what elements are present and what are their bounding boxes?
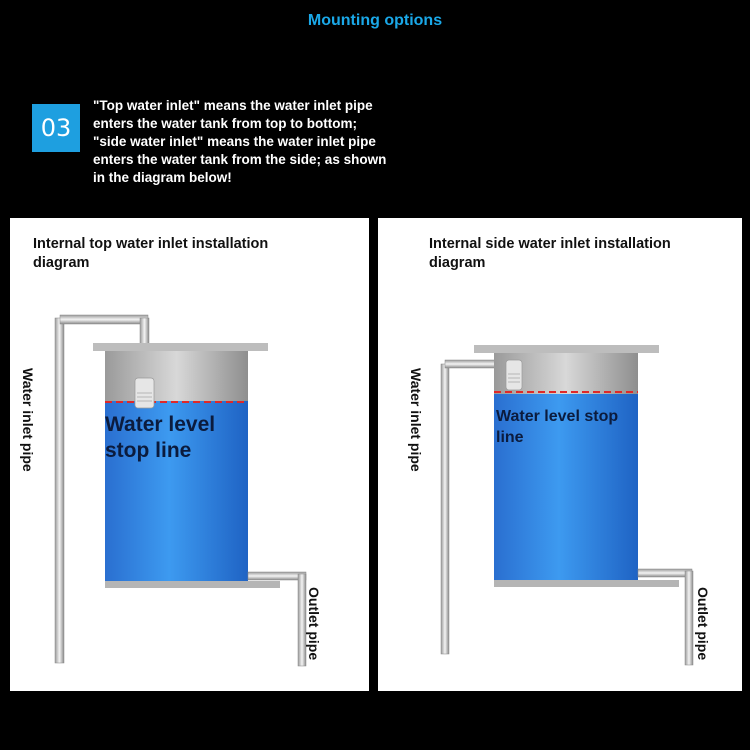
inlet-pipe-horizontal (60, 315, 148, 324)
diagram-title-line: diagram (33, 255, 90, 271)
outlet-pipe-vertical (685, 571, 693, 665)
water-level-stop-label: Water level stop line (496, 408, 619, 446)
water-level-stop-label: Water level stop line (105, 413, 216, 462)
tank-air-space (105, 351, 248, 401)
tank-top-rim (93, 343, 268, 351)
side-inlet-diagram-panel (378, 218, 742, 691)
water-inlet-pipe-label: Water inlet pipe (20, 368, 36, 472)
step-description-line: in the diagram below! (93, 170, 232, 185)
step-description-line: "side water inlet" means the water inlet pipe (93, 134, 376, 149)
outlet-pipe-vertical (298, 574, 306, 666)
side-inlet-diagram-title (429, 235, 671, 273)
page-title: Mounting options (307, 12, 443, 29)
tank-base (105, 581, 280, 588)
step-description-line: enters the water tank from top to bottom; (93, 116, 358, 131)
water-inlet-pipe-label: Water inlet pipe (408, 368, 424, 472)
outlet-pipe-horizontal (248, 572, 306, 580)
float-valve (506, 360, 522, 390)
top-inlet-diagram-title (33, 235, 268, 273)
tank-base (494, 580, 679, 587)
step-description (93, 97, 423, 187)
diagram-title-line: Internal top water inlet installation (33, 236, 269, 252)
inlet-pipe-vertical (55, 318, 64, 663)
tank-top-rim (474, 345, 659, 353)
side-inlet-diagram (378, 218, 742, 691)
diagram-title-line: Internal side water inlet installation (429, 236, 671, 252)
inlet-pipe-vertical (441, 364, 449, 654)
outlet-pipe-label: Outlet pipe (306, 587, 322, 661)
outlet-pipe-label: Outlet pipe (695, 587, 711, 661)
step-description-line: "Top water inlet" means the water inlet pipe (93, 98, 373, 113)
outlet-pipe-horizontal (638, 569, 692, 577)
step-number-badge: 03 (32, 104, 80, 152)
top-inlet-diagram-panel (10, 218, 369, 691)
diagram-title-line: diagram (429, 255, 486, 271)
step-description-line: enters the water tank from the side; as shown (93, 152, 387, 167)
